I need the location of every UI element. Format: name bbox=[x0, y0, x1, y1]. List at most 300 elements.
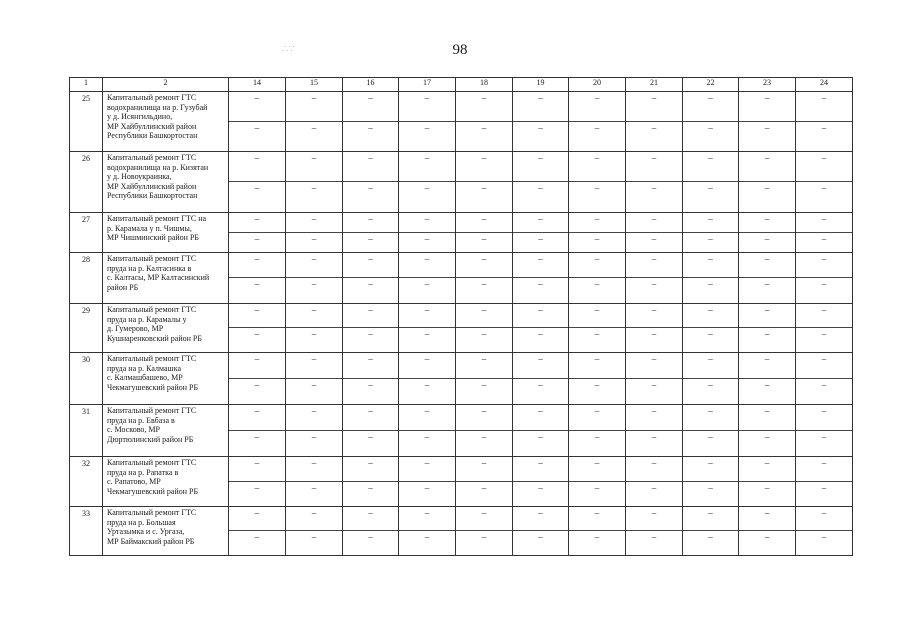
dash-value: – bbox=[311, 122, 317, 133]
value-cell bbox=[796, 253, 853, 304]
value-cell bbox=[683, 213, 739, 253]
dash-value: – bbox=[229, 457, 285, 482]
object-name-line: Чекмагушевский район РБ bbox=[107, 382, 199, 392]
value-cell bbox=[796, 92, 853, 152]
dash-value: – bbox=[343, 213, 398, 233]
scan-artifact: ∴∵ bbox=[282, 44, 295, 55]
dash-value: – bbox=[343, 457, 398, 482]
header-cell-22: 22 bbox=[683, 78, 739, 92]
dash-value: – bbox=[683, 213, 738, 233]
dash-value: – bbox=[594, 329, 600, 339]
object-name bbox=[103, 304, 229, 353]
object-name-line: МР Баймакский район РБ bbox=[107, 536, 195, 546]
table-row bbox=[70, 353, 853, 405]
value-cell bbox=[683, 507, 739, 556]
dash-value: – bbox=[456, 457, 512, 482]
dash-value: – bbox=[538, 532, 543, 542]
object-name bbox=[103, 213, 229, 253]
dash-value: – bbox=[343, 405, 398, 431]
header-cell-1: 1 bbox=[70, 78, 103, 92]
value-cell bbox=[399, 405, 456, 457]
dash-value: – bbox=[311, 482, 317, 493]
object-name-line: Республики Башкортостан bbox=[107, 131, 198, 141]
dash-value: – bbox=[538, 329, 543, 339]
header-row bbox=[70, 78, 853, 92]
dash-value: – bbox=[513, 353, 568, 379]
dash-value: – bbox=[513, 213, 568, 233]
value-cell bbox=[739, 304, 796, 353]
dash-value: – bbox=[821, 329, 827, 339]
value-cell bbox=[399, 92, 456, 152]
dash-value: – bbox=[708, 279, 713, 289]
dash-value: – bbox=[821, 482, 827, 493]
value-cell bbox=[569, 353, 626, 405]
value-cell bbox=[513, 405, 569, 457]
row-number: 29 bbox=[70, 304, 103, 353]
dash-value: – bbox=[424, 532, 430, 542]
dash-value: – bbox=[594, 183, 600, 193]
object-name-line: водохранилища на р. Гузубай bbox=[107, 102, 208, 112]
dash-value: – bbox=[569, 92, 625, 122]
header-cell-17: 17 bbox=[399, 78, 456, 92]
value-cell bbox=[626, 405, 683, 457]
table-row bbox=[70, 152, 853, 213]
dash-value: – bbox=[311, 183, 317, 193]
dash-value: – bbox=[481, 379, 487, 390]
value-cell bbox=[343, 405, 399, 457]
dash-value: – bbox=[626, 304, 682, 328]
dash-value: – bbox=[513, 304, 568, 328]
value-cell bbox=[796, 405, 853, 457]
value-cell bbox=[456, 507, 513, 556]
value-cell bbox=[626, 353, 683, 405]
value-cell bbox=[399, 507, 456, 556]
dash-value: – bbox=[311, 532, 317, 542]
value-cell bbox=[286, 253, 343, 304]
header-cell-19: 19 bbox=[513, 78, 569, 92]
object-name-line: Капитальный ремонт ГТС bbox=[107, 354, 197, 363]
value-cell bbox=[683, 304, 739, 353]
dash-value: – bbox=[683, 152, 738, 182]
dash-value: – bbox=[399, 507, 455, 531]
dash-value: – bbox=[311, 233, 317, 244]
dash-value: – bbox=[569, 213, 625, 233]
dash-value: – bbox=[481, 329, 487, 339]
value-cell bbox=[569, 253, 626, 304]
object-name bbox=[103, 507, 229, 556]
value-cell bbox=[626, 304, 683, 353]
value-cell bbox=[626, 457, 683, 507]
value-cell bbox=[569, 457, 626, 507]
dash-value: – bbox=[538, 233, 543, 244]
value-cell bbox=[739, 507, 796, 556]
value-cell bbox=[513, 253, 569, 304]
dash-value: – bbox=[626, 253, 682, 278]
object-name-line: д. Гумерово, МР bbox=[107, 324, 164, 334]
value-cell bbox=[456, 253, 513, 304]
dash-value: – bbox=[796, 457, 852, 482]
value-cell bbox=[796, 353, 853, 405]
row-number: 27 bbox=[70, 213, 103, 253]
row-number: 25 bbox=[70, 92, 103, 152]
dash-value: – bbox=[513, 92, 568, 122]
dash-value: – bbox=[229, 507, 285, 531]
table-row bbox=[70, 253, 853, 304]
object-name-line: Капитальный ремонт ГТС bbox=[107, 508, 197, 517]
dash-value: – bbox=[651, 482, 657, 493]
dash-value: – bbox=[286, 253, 342, 278]
object-name-line: Капитальный ремонт ГТС bbox=[107, 305, 197, 314]
dash-value: – bbox=[399, 353, 455, 379]
value-cell bbox=[456, 353, 513, 405]
dash-value: – bbox=[229, 92, 285, 122]
object-name-line: район РБ bbox=[107, 282, 139, 292]
dash-value: – bbox=[796, 507, 852, 531]
dash-value: – bbox=[399, 253, 455, 278]
dash-value: – bbox=[456, 304, 512, 328]
dash-value: – bbox=[343, 92, 398, 122]
dash-value: – bbox=[683, 457, 738, 482]
dash-value: – bbox=[399, 405, 455, 431]
value-cell bbox=[796, 507, 853, 556]
dash-value: – bbox=[254, 431, 260, 442]
dash-value: – bbox=[683, 253, 738, 278]
header-cell-15: 15 bbox=[286, 78, 343, 92]
dash-value: – bbox=[456, 152, 512, 182]
value-cell bbox=[286, 457, 343, 507]
dash-value: – bbox=[424, 482, 430, 493]
dash-value: – bbox=[343, 304, 398, 328]
value-cell bbox=[229, 213, 286, 253]
dash-value: – bbox=[343, 253, 398, 278]
page-number: 98 bbox=[452, 42, 468, 58]
value-cell bbox=[343, 457, 399, 507]
dash-value: – bbox=[399, 152, 455, 182]
dash-value: – bbox=[343, 507, 398, 531]
dash-value: – bbox=[481, 279, 487, 289]
dash-value: – bbox=[311, 431, 317, 442]
dash-value: – bbox=[626, 152, 682, 182]
value-cell bbox=[683, 152, 739, 213]
object-name-line: Чекмагушевский район РБ bbox=[107, 486, 199, 496]
dash-value: – bbox=[651, 431, 657, 442]
dash-value: – bbox=[796, 353, 852, 379]
dash-value: – bbox=[513, 507, 568, 531]
value-cell bbox=[286, 507, 343, 556]
value-cell bbox=[513, 353, 569, 405]
dash-value: – bbox=[424, 122, 430, 133]
value-cell bbox=[683, 353, 739, 405]
header-cell-20: 20 bbox=[569, 78, 626, 92]
dash-value: – bbox=[821, 122, 827, 133]
dash-value: – bbox=[739, 405, 795, 431]
value-cell bbox=[569, 152, 626, 213]
dash-value: – bbox=[254, 279, 260, 289]
dash-value: – bbox=[626, 457, 682, 482]
value-cell bbox=[343, 152, 399, 213]
value-cell bbox=[229, 152, 286, 213]
header-cell-18: 18 bbox=[456, 78, 513, 92]
value-cell bbox=[513, 507, 569, 556]
dash-value: – bbox=[821, 532, 827, 542]
dash-value: – bbox=[569, 353, 625, 379]
value-cell bbox=[626, 92, 683, 152]
dash-value: – bbox=[254, 329, 260, 339]
dash-value: – bbox=[254, 233, 260, 244]
value-cell bbox=[513, 304, 569, 353]
dash-value: – bbox=[286, 152, 342, 182]
dash-value: – bbox=[538, 379, 543, 390]
dash-value: – bbox=[626, 213, 682, 233]
dash-value: – bbox=[456, 213, 512, 233]
dash-value: – bbox=[683, 507, 738, 531]
dash-value: – bbox=[626, 92, 682, 122]
value-cell bbox=[286, 405, 343, 457]
dash-value: – bbox=[796, 92, 852, 122]
dash-value: – bbox=[594, 431, 600, 442]
dash-value: – bbox=[481, 532, 487, 542]
dash-value: – bbox=[229, 152, 285, 182]
row-number: 28 bbox=[70, 253, 103, 304]
dash-value: – bbox=[739, 353, 795, 379]
value-cell bbox=[399, 213, 456, 253]
dash-value: – bbox=[651, 532, 657, 542]
dash-value: – bbox=[538, 431, 543, 442]
table-row bbox=[70, 405, 853, 457]
dash-value: – bbox=[424, 183, 430, 193]
value-cell bbox=[626, 253, 683, 304]
dash-value: – bbox=[708, 379, 713, 390]
value-cell bbox=[796, 457, 853, 507]
object-name bbox=[103, 253, 229, 304]
value-cell bbox=[229, 92, 286, 152]
value-cell bbox=[399, 152, 456, 213]
dash-value: – bbox=[764, 431, 770, 442]
table-row bbox=[70, 92, 853, 152]
object-name-line: с. Москово, МР bbox=[107, 425, 160, 435]
value-cell bbox=[626, 213, 683, 253]
dash-value: – bbox=[569, 152, 625, 182]
dash-value: – bbox=[683, 405, 738, 431]
dash-value: – bbox=[739, 213, 795, 233]
dash-value: – bbox=[764, 532, 770, 542]
table-row bbox=[70, 304, 853, 353]
dash-value: – bbox=[513, 152, 568, 182]
dash-value: – bbox=[569, 405, 625, 431]
dash-value: – bbox=[708, 122, 713, 133]
value-cell bbox=[739, 253, 796, 304]
dash-value: – bbox=[368, 431, 373, 442]
value-cell bbox=[229, 253, 286, 304]
value-cell bbox=[569, 405, 626, 457]
dash-value: – bbox=[456, 92, 512, 122]
value-cell bbox=[343, 353, 399, 405]
dash-value: – bbox=[651, 122, 657, 133]
data-table bbox=[69, 77, 853, 556]
dash-value: – bbox=[651, 183, 657, 193]
object-name-line: пруда на р. Калмашка bbox=[107, 363, 182, 373]
value-cell bbox=[343, 304, 399, 353]
dash-value: – bbox=[708, 233, 713, 244]
value-cell bbox=[513, 213, 569, 253]
value-cell bbox=[569, 304, 626, 353]
object-name-line: Капитальный ремонт ГТС на bbox=[107, 214, 207, 223]
dash-value: – bbox=[254, 379, 260, 390]
dash-value: – bbox=[764, 279, 770, 289]
dash-value: – bbox=[368, 379, 373, 390]
dash-value: – bbox=[594, 379, 600, 390]
dash-value: – bbox=[254, 122, 260, 133]
value-cell bbox=[399, 304, 456, 353]
object-name-line: пруда на р. Евбаза в bbox=[107, 415, 175, 425]
value-cell bbox=[456, 92, 513, 152]
value-cell bbox=[513, 457, 569, 507]
dash-value: – bbox=[399, 457, 455, 482]
dash-value: – bbox=[229, 405, 285, 431]
dash-value: – bbox=[594, 233, 600, 244]
object-name-line: МР Хайбуллинский район bbox=[107, 121, 197, 131]
object-name-line: с. Калтасы, МР Калтасинский bbox=[107, 273, 210, 283]
dash-value: – bbox=[594, 482, 600, 493]
dash-value: – bbox=[708, 329, 713, 339]
object-name bbox=[103, 353, 229, 405]
dash-value: – bbox=[286, 507, 342, 531]
dash-value: – bbox=[764, 482, 770, 493]
dash-value: – bbox=[594, 122, 600, 133]
dash-value: – bbox=[424, 329, 430, 339]
dash-value: – bbox=[254, 183, 260, 193]
value-cell bbox=[513, 152, 569, 213]
dash-value: – bbox=[343, 353, 398, 379]
dash-value: – bbox=[286, 457, 342, 482]
dash-value: – bbox=[286, 92, 342, 122]
dash-value: – bbox=[683, 304, 738, 328]
dash-value: – bbox=[796, 405, 852, 431]
value-cell bbox=[399, 253, 456, 304]
dash-value: – bbox=[569, 304, 625, 328]
value-cell bbox=[739, 213, 796, 253]
value-cell bbox=[569, 507, 626, 556]
object-name-line: Уртазымка и с. Ургаза, bbox=[107, 527, 185, 537]
dash-value: – bbox=[569, 507, 625, 531]
dash-value: – bbox=[254, 532, 260, 542]
object-name-line: МР Хайбуллинский район bbox=[107, 181, 197, 191]
table-row bbox=[70, 457, 853, 507]
dash-value: – bbox=[368, 279, 373, 289]
dash-value: – bbox=[368, 532, 373, 542]
dash-value: – bbox=[764, 233, 770, 244]
value-cell bbox=[343, 507, 399, 556]
object-name-line: пруда на р. Большая bbox=[107, 517, 176, 527]
object-name-line: Капитальный ремонт ГТС bbox=[107, 458, 197, 467]
dash-value: – bbox=[651, 329, 657, 339]
dash-value: – bbox=[368, 329, 373, 339]
object-name-line: пруда на р. Калтасинка в bbox=[107, 263, 192, 273]
dash-value: – bbox=[513, 405, 568, 431]
dash-value: – bbox=[739, 152, 795, 182]
object-name-line: р. Карамала у п. Чишмы, bbox=[107, 223, 192, 233]
value-cell bbox=[286, 92, 343, 152]
dash-value: – bbox=[764, 379, 770, 390]
value-cell bbox=[343, 253, 399, 304]
dash-value: – bbox=[739, 507, 795, 531]
dash-value: – bbox=[424, 379, 430, 390]
dash-value: – bbox=[821, 233, 827, 244]
dash-value: – bbox=[626, 353, 682, 379]
value-cell bbox=[343, 213, 399, 253]
value-cell bbox=[399, 353, 456, 405]
dash-value: – bbox=[424, 233, 430, 244]
dash-value: – bbox=[513, 457, 568, 482]
object-name-line: Дюртюлинский район РБ bbox=[107, 434, 194, 444]
object-name-line: Республики Башкортостан bbox=[107, 191, 198, 201]
value-cell bbox=[739, 152, 796, 213]
dash-value: – bbox=[796, 253, 852, 278]
dash-value: – bbox=[821, 183, 827, 193]
dash-value: – bbox=[456, 405, 512, 431]
dash-value: – bbox=[764, 122, 770, 133]
dash-value: – bbox=[538, 122, 543, 133]
dash-value: – bbox=[708, 532, 713, 542]
dash-value: – bbox=[594, 279, 600, 289]
dash-value: – bbox=[796, 152, 852, 182]
value-cell bbox=[229, 405, 286, 457]
dash-value: – bbox=[286, 353, 342, 379]
object-name-line: у д. Исянгильдино, bbox=[107, 112, 173, 122]
dash-value: – bbox=[286, 304, 342, 328]
value-cell bbox=[683, 253, 739, 304]
object-name bbox=[103, 405, 229, 457]
row-number: 31 bbox=[70, 405, 103, 457]
dash-value: – bbox=[683, 92, 738, 122]
dash-value: – bbox=[651, 379, 657, 390]
value-cell bbox=[286, 353, 343, 405]
dash-value: – bbox=[481, 431, 487, 442]
value-cell bbox=[683, 457, 739, 507]
object-name-line: у д. Новоукраинка, bbox=[107, 172, 172, 182]
object-name-line: Капитальный ремонт ГТС bbox=[107, 93, 197, 102]
value-cell bbox=[683, 405, 739, 457]
dash-value: – bbox=[708, 431, 713, 442]
dash-value: – bbox=[368, 122, 373, 133]
object-name bbox=[103, 457, 229, 507]
dash-value: – bbox=[481, 183, 487, 193]
value-cell bbox=[456, 304, 513, 353]
dash-value: – bbox=[796, 304, 852, 328]
object-name-line: с. Рапатово, МР bbox=[107, 477, 161, 487]
object-name bbox=[103, 152, 229, 213]
dash-value: – bbox=[456, 253, 512, 278]
dash-value: – bbox=[651, 233, 657, 244]
dash-value: – bbox=[286, 213, 342, 233]
table-row bbox=[70, 213, 853, 253]
dash-value: – bbox=[739, 457, 795, 482]
value-cell bbox=[229, 304, 286, 353]
object-name-line: МР Чишминский район РБ bbox=[107, 233, 199, 243]
value-cell bbox=[456, 405, 513, 457]
dash-value: – bbox=[399, 304, 455, 328]
header-cell-23: 23 bbox=[739, 78, 796, 92]
dash-value: – bbox=[569, 253, 625, 278]
dash-value: – bbox=[708, 482, 713, 493]
header-cell-24: 24 bbox=[796, 78, 853, 92]
object-name-line: Кушнаренковский район РБ bbox=[107, 333, 202, 343]
value-cell bbox=[796, 304, 853, 353]
value-cell bbox=[626, 507, 683, 556]
value-cell bbox=[456, 457, 513, 507]
dash-value: – bbox=[343, 152, 398, 182]
dash-value: – bbox=[594, 532, 600, 542]
